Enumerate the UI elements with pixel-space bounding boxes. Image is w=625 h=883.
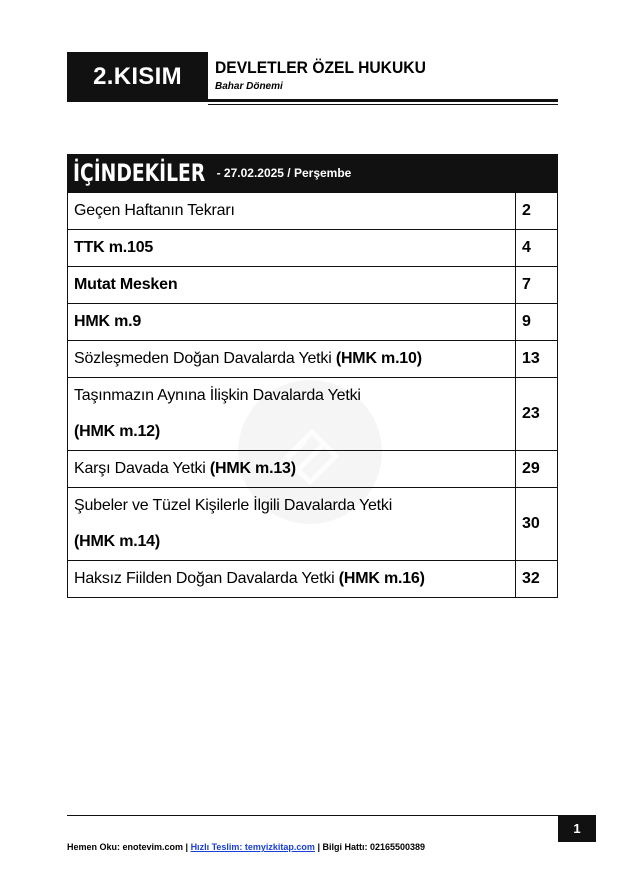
- toc-entry-text: HMK m.9: [74, 313, 142, 330]
- footer-separator: |: [183, 842, 191, 852]
- toc-entry-title[interactable]: [68, 378, 516, 451]
- toc-entry-page: 30: [516, 488, 558, 561]
- footer-read-label: Hemen Oku: enotevim.com: [67, 842, 184, 852]
- toc-entry-text: Sözleşmeden Doğan Davalarda Yetki: [74, 350, 336, 367]
- footer-info-label: Bilgi Hattı: 02165500389: [322, 842, 426, 852]
- toc-entry-text: (HMK m.14): [74, 533, 161, 550]
- toc-date: - 27.02.2025 / Perşembe: [216, 166, 352, 180]
- toc-entry-title[interactable]: [68, 451, 516, 488]
- toc-entry-text: (HMK m.16): [338, 570, 425, 587]
- toc-entry-title[interactable]: [68, 561, 516, 598]
- toc-entry-page: 32: [516, 561, 558, 598]
- toc-row[interactable]: [68, 561, 558, 598]
- toc-row[interactable]: [68, 304, 558, 341]
- header-rule-thin: [208, 104, 558, 105]
- toc-row[interactable]: [68, 378, 558, 451]
- toc-entry-title[interactable]: [68, 304, 516, 341]
- term-label: Bahar Dönemi: [215, 81, 283, 92]
- toc-entry-text: TTK m.105: [74, 239, 154, 256]
- toc-entry-page: 13: [516, 341, 558, 378]
- toc-entry-title[interactable]: [68, 488, 516, 561]
- toc-row[interactable]: [68, 267, 558, 304]
- toc-entry-text: Geçen Haftanın Tekrarı: [74, 202, 235, 219]
- toc-row[interactable]: [68, 451, 558, 488]
- toc-entry-text: Mutat Mesken: [74, 276, 178, 293]
- toc-title: İÇİNDEKİLER: [73, 159, 206, 187]
- toc-entry-text: Şubeler ve Tüzel Kişilerle İlgili Davalarda Yetki: [74, 497, 393, 514]
- toc-entry-text: (HMK m.10): [335, 350, 422, 367]
- toc-entry-title[interactable]: [68, 193, 516, 230]
- toc-entry-text: Haksız Fiilden Doğan Davalarda Yetki: [74, 570, 339, 587]
- toc-entry-page: 29: [516, 451, 558, 488]
- footer-rule: [67, 815, 558, 816]
- footer-separator: |: [314, 842, 323, 852]
- toc-entry-title[interactable]: [68, 230, 516, 267]
- page-number: 1: [558, 815, 596, 842]
- header-rule-thick: [208, 99, 558, 102]
- toc-entry-text: (HMK m.12): [74, 423, 161, 440]
- toc-row[interactable]: [68, 230, 558, 267]
- toc-entry-title[interactable]: [68, 341, 516, 378]
- toc-row[interactable]: [68, 488, 558, 561]
- toc-entry-title[interactable]: [68, 267, 516, 304]
- footer-delivery-link[interactable]: Hızlı Teslim: temyizkitap.com: [190, 842, 315, 852]
- toc-table: [67, 192, 558, 598]
- toc-entry-text: Taşınmazın Aynına İlişkin Davalarda Yetki: [74, 387, 361, 404]
- toc-entry-page: 4: [516, 230, 558, 267]
- course-title: DEVLETLER ÖZEL HUKUKU: [215, 58, 426, 77]
- toc-row[interactable]: [68, 341, 558, 378]
- section-label: 2.KISIM: [67, 52, 208, 102]
- toc-entry-page: 7: [516, 267, 558, 304]
- toc-entry-page: 9: [516, 304, 558, 341]
- footer-text: [67, 842, 425, 852]
- toc-entry-text: (HMK m.13): [209, 460, 296, 477]
- toc-header: [67, 154, 558, 192]
- toc-entry-page: 23: [516, 378, 558, 451]
- toc-entry-page: 2: [516, 193, 558, 230]
- toc-entry-text: Karşı Davada Yetki: [74, 460, 210, 477]
- toc-row[interactable]: [68, 193, 558, 230]
